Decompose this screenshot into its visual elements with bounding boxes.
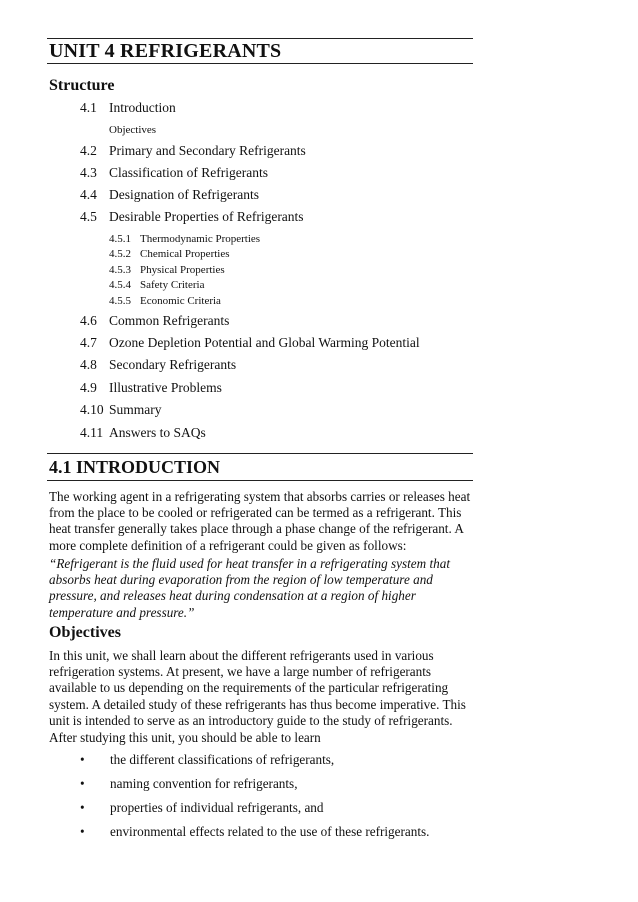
toc-subitem-label: Thermodynamic Properties xyxy=(140,233,261,245)
title-underline-rule xyxy=(47,63,473,64)
toc-item-number: 4.7 xyxy=(80,335,97,350)
unit-title: UNIT 4 REFRIGERANTS xyxy=(49,40,282,62)
toc-item-number: 4.10 xyxy=(80,402,104,417)
toc-item-number: 4.2 xyxy=(80,143,97,158)
toc-item-number: 4.3 xyxy=(80,165,97,180)
toc-item-label: Introduction xyxy=(109,100,176,115)
toc-item-label: Illustrative Problems xyxy=(109,380,222,395)
toc-subitem-number: 4.5.3 xyxy=(109,264,131,276)
toc-item-number: 4.8 xyxy=(80,357,97,372)
toc-subitem-number: 4.5.4 xyxy=(109,279,131,291)
toc-item-number: 4.5 xyxy=(80,209,97,224)
toc-subitem-label: Safety Criteria xyxy=(140,279,205,291)
structure-heading: Structure xyxy=(49,77,115,94)
bullet-icon: • xyxy=(80,824,85,839)
bullet-icon: • xyxy=(80,776,85,791)
objectives-heading: Objectives xyxy=(49,624,121,641)
toc-subitem-label: Chemical Properties xyxy=(140,248,230,260)
intro-paragraph: The working agent in a refrigerating system that absorbs carries or releases heat from the place to be cooled or refrigerated can be termed as a refrigerant. This heat transfer generally takes place through a phase change of the refrigerant. A more complete definition of a refrigerant could be given as follows: xyxy=(49,489,471,553)
toc-item-number: 4.11 xyxy=(80,425,104,440)
after-studying-text: After studying this unit, you should be able to learn xyxy=(49,730,321,745)
list-item-text: environmental effects related to the use of these refrigerants. xyxy=(110,824,430,839)
toc-item-label: Desirable Properties of Refrigerants xyxy=(109,209,304,224)
toc-item-label: Classification of Refrigerants xyxy=(109,165,268,180)
list-item-text: the different classifications of refrigerants, xyxy=(110,752,335,767)
toc-item-number: 4.1 xyxy=(80,100,97,115)
section-heading: 4.1 INTRODUCTION xyxy=(49,457,221,477)
bullet-icon: • xyxy=(80,800,85,815)
list-item-text: naming convention for refrigerants, xyxy=(110,776,298,791)
toc-item-label: Primary and Secondary Refrigerants xyxy=(109,143,306,158)
toc-item-number: 4.9 xyxy=(80,380,97,395)
toc-item-label: Summary xyxy=(109,402,162,417)
toc-item-label: Ozone Depletion Potential and Global Warming Potential xyxy=(109,335,420,350)
section-underline-rule xyxy=(47,480,473,481)
toc-item-label: Designation of Refrigerants xyxy=(109,187,259,202)
toc-subitem-objectives: Objectives xyxy=(109,124,157,136)
toc-subitem-label: Physical Properties xyxy=(140,264,225,276)
toc-subitem-number: 4.5.2 xyxy=(109,248,131,260)
list-item-text: properties of individual refrigerants, and xyxy=(110,800,324,815)
toc-item-label: Answers to SAQs xyxy=(109,425,206,440)
toc-subitem-number: 4.5.1 xyxy=(109,233,131,245)
section-top-rule xyxy=(47,453,473,454)
toc-subitem-label: Economic Criteria xyxy=(140,295,221,307)
toc-item-number: 4.4 xyxy=(80,187,97,202)
toc-item-label: Secondary Refrigerants xyxy=(109,357,237,372)
objectives-paragraph: In this unit, we shall learn about the different refrigerants used in various refrigeration systems. At present, we have a large number of refrigerants available to us depending on the requirements of the particular refrigerating system. A detailed study of these refrigerants has thus become imperative. This unit is intended to serve as an introductory guide to the study of refrigerants. xyxy=(49,648,466,728)
top-rule xyxy=(47,38,473,39)
definition-quote: “Refrigerant is the fluid used for heat transfer in a refrigerating system that absorbs heat during evaporation from the region of low temperature and pressure, and releases heat during condensation at a region of higher temperature and pressure.” xyxy=(49,556,450,620)
toc-subitem-number: 4.5.5 xyxy=(109,295,131,307)
bullet-icon: • xyxy=(80,752,85,767)
toc-item-label: Common Refrigerants xyxy=(109,313,230,328)
toc-item-number: 4.6 xyxy=(80,313,97,328)
